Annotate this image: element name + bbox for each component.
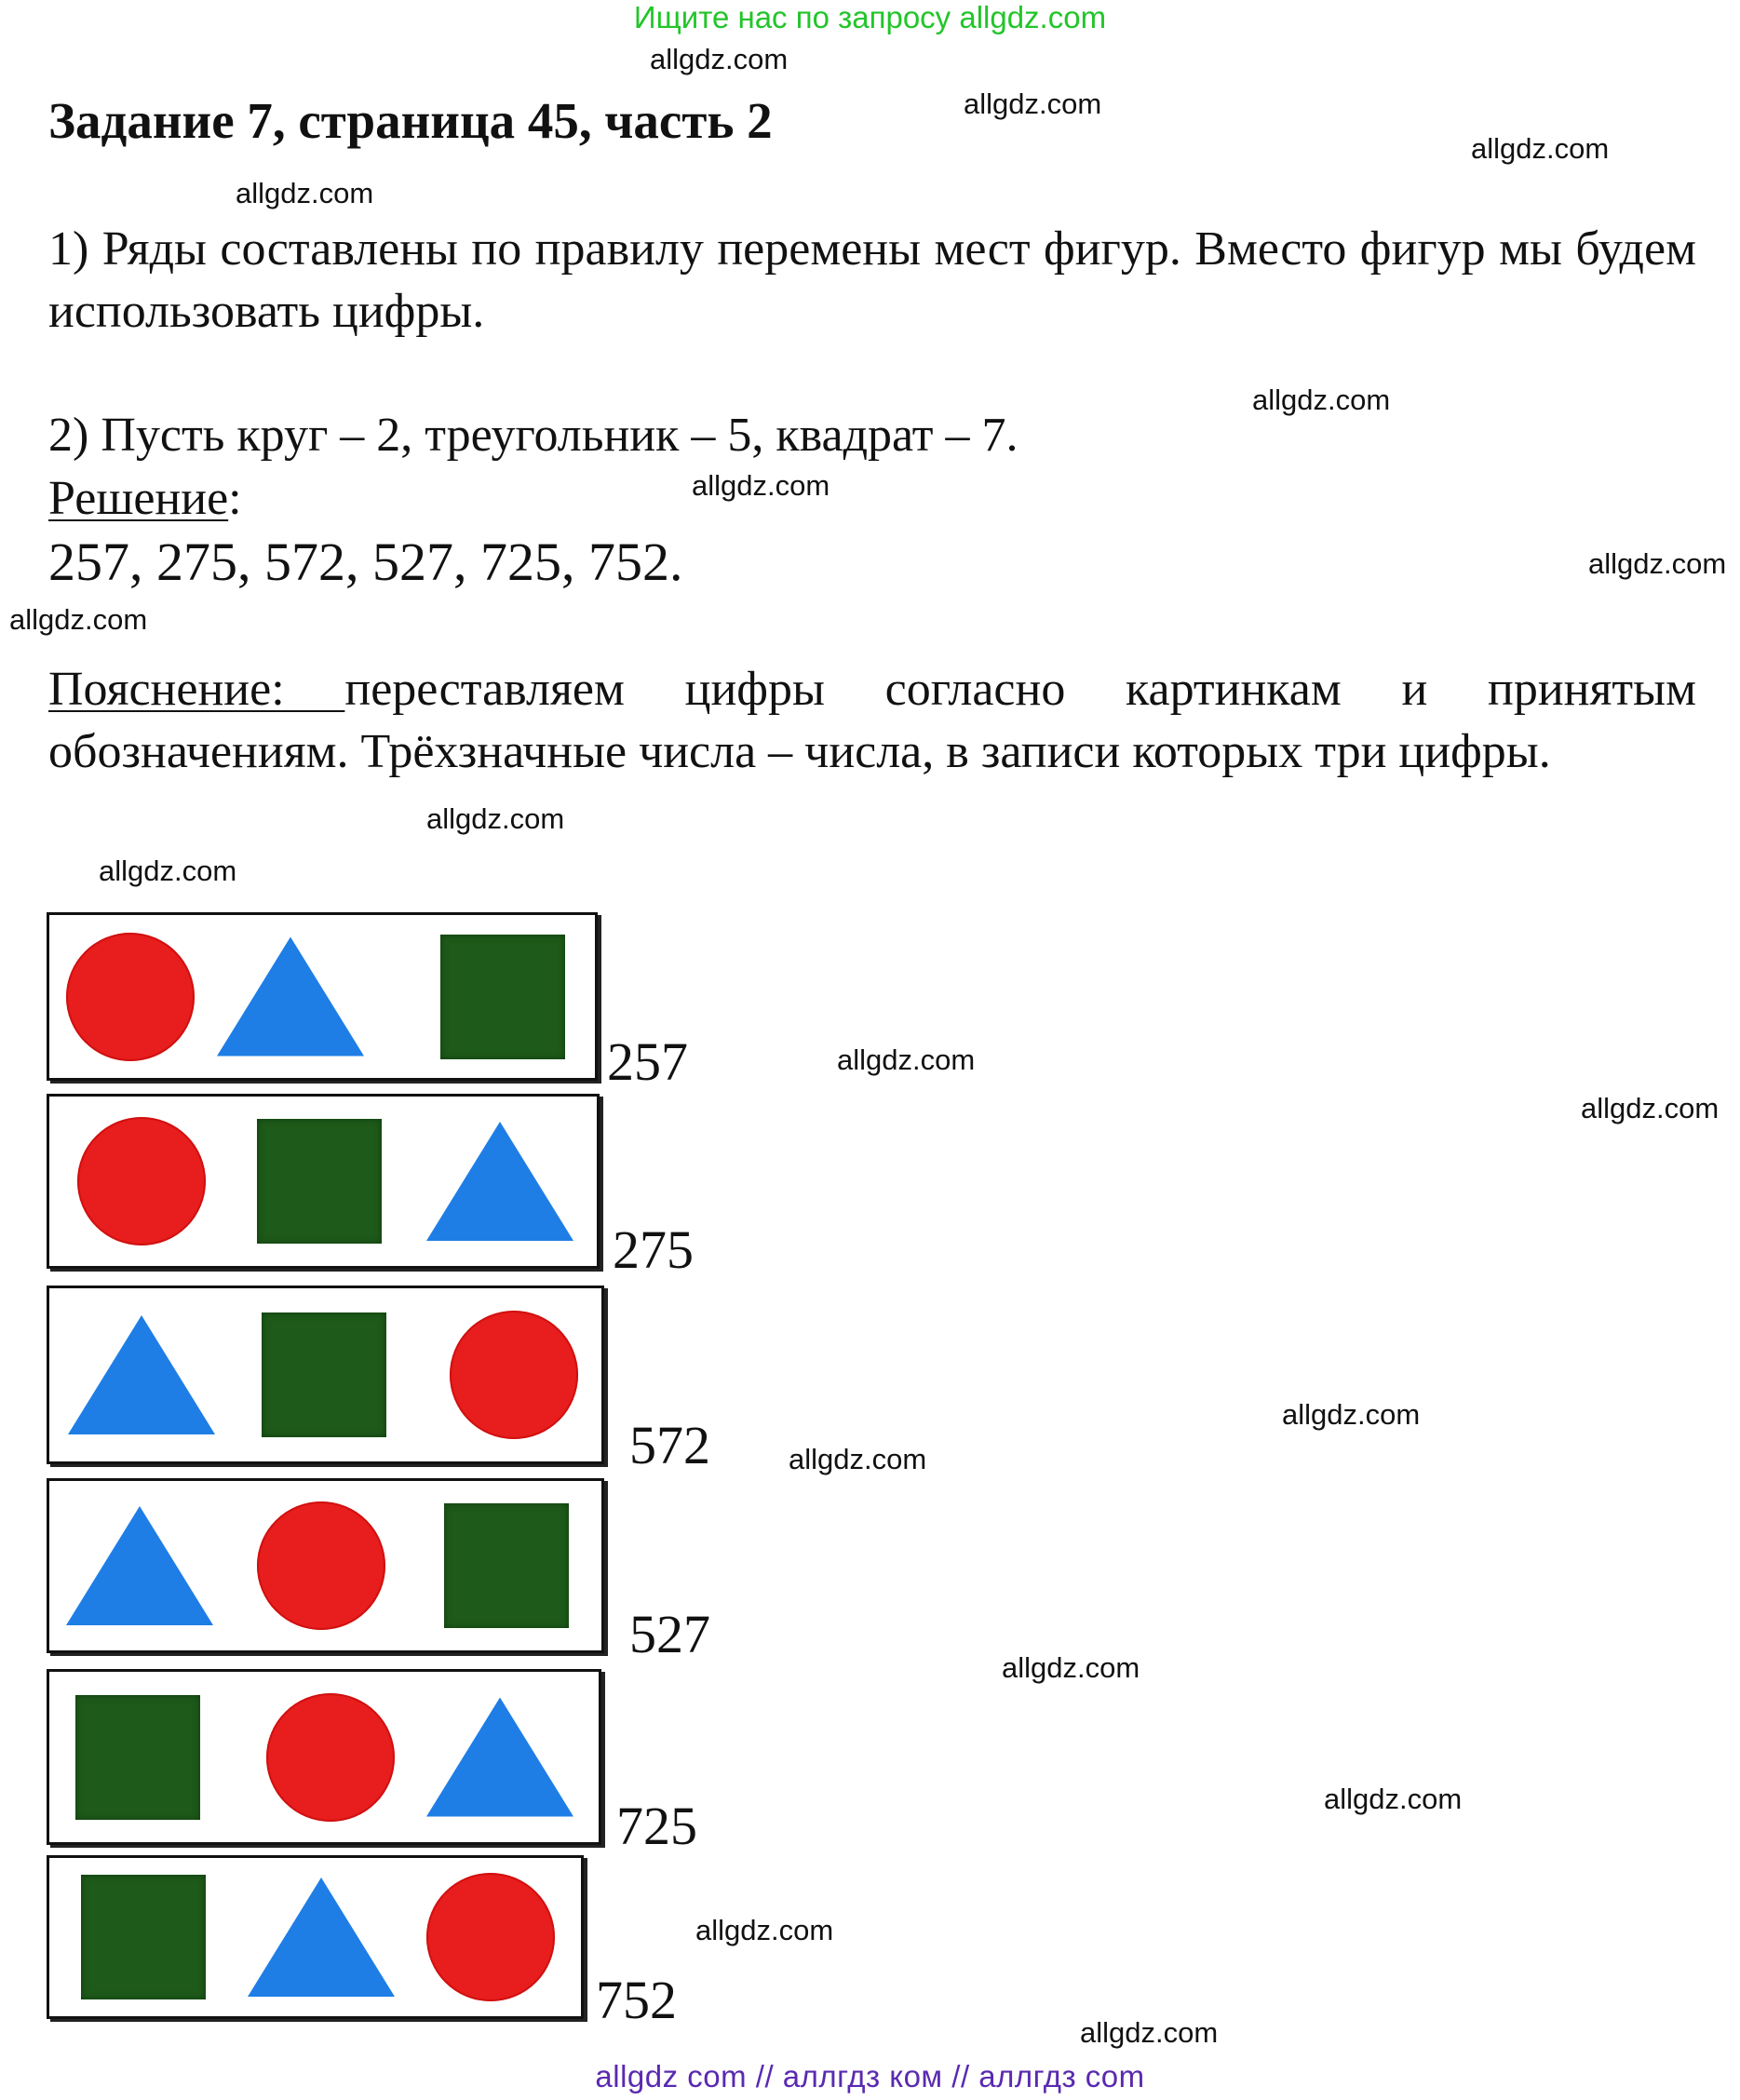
triangle-shape <box>248 1878 395 1997</box>
row-number: 257 <box>607 1031 688 1092</box>
footer-links[interactable]: allgdz com // аллгдз ком // аллгдз com <box>595 2059 1145 2093</box>
top-banner[interactable]: Ищите нас по запросу allgdz.com <box>633 0 1107 34</box>
watermark: allgdz.com <box>695 1914 834 1946</box>
row-number: 527 <box>629 1604 710 1664</box>
solution-numbers: 257, 275, 572, 527, 725, 752. <box>48 532 683 592</box>
paragraph-assignment: 2) Пусть круг – 2, треугольник – 5, квадрат – 7. <box>48 409 1018 462</box>
shape-row-panel <box>47 1094 600 1269</box>
circle-shape <box>266 1693 395 1822</box>
circle-shape <box>66 933 195 1061</box>
shape-row-panel <box>47 1478 604 1653</box>
watermark: allgdz.com <box>99 855 237 887</box>
circle-shape <box>426 1873 555 2001</box>
watermark: allgdz.com <box>1588 547 1727 580</box>
watermark: allgdz.com <box>1002 1651 1140 1684</box>
solution-heading <box>48 471 242 526</box>
explanation <box>48 658 1696 783</box>
shape-row-panel <box>47 1669 601 1845</box>
square-shape <box>444 1503 569 1628</box>
triangle-shape <box>426 1698 573 1817</box>
watermark: allgdz.com <box>1252 384 1391 416</box>
watermark: allgdz.com <box>236 177 374 209</box>
watermark: allgdz.com <box>1471 132 1610 165</box>
row-number: 572 <box>629 1415 710 1475</box>
square-shape <box>81 1875 206 1999</box>
triangle-shape <box>66 1506 213 1625</box>
square-shape <box>440 935 565 1059</box>
watermark: allgdz.com <box>964 88 1102 120</box>
square-shape <box>257 1119 382 1244</box>
triangle-shape <box>426 1122 573 1241</box>
watermark: allgdz.com <box>692 469 830 502</box>
square-shape <box>75 1695 200 1820</box>
watermark: allgdz.com <box>426 802 565 835</box>
solution-colon: : <box>228 472 242 525</box>
solution-label: Решение <box>48 472 229 525</box>
circle-shape <box>77 1117 206 1245</box>
row-number: 725 <box>616 1796 697 1856</box>
circle-shape <box>450 1311 578 1439</box>
circle-shape <box>257 1501 385 1630</box>
shape-row-panel <box>47 912 598 1081</box>
watermark: allgdz.com <box>1080 2016 1219 2049</box>
watermark: allgdz.com <box>1324 1783 1463 1815</box>
shape-row-panel <box>47 1286 604 1464</box>
watermark: allgdz.com <box>1581 1092 1720 1124</box>
watermark: allgdz.com <box>1282 1398 1421 1431</box>
shape-row-panel <box>47 1855 584 2019</box>
explanation-label: Пояснение: <box>48 663 345 716</box>
page-title: Задание 7, страница 45, часть 2 <box>48 92 773 149</box>
paragraph-rule: 1) Ряды составлены по правилу перемены мест фигур. Вместо фигур мы будем использовать цифры. <box>48 222 1696 338</box>
row-number: 752 <box>596 1970 677 2030</box>
explanation-text: переставляем цифры согласно картинкам и принятым обозначениям. Трёхзначные числа – числа, в записи которых три цифры. <box>48 663 1696 778</box>
watermark: allgdz.com <box>9 603 148 636</box>
triangle-shape <box>68 1315 215 1434</box>
triangle-shape <box>217 937 364 1057</box>
watermark: allgdz.com <box>789 1443 927 1475</box>
watermark: allgdz.com <box>837 1043 976 1076</box>
row-number: 275 <box>613 1219 694 1280</box>
square-shape <box>262 1312 386 1437</box>
watermark: allgdz.com <box>650 43 789 75</box>
